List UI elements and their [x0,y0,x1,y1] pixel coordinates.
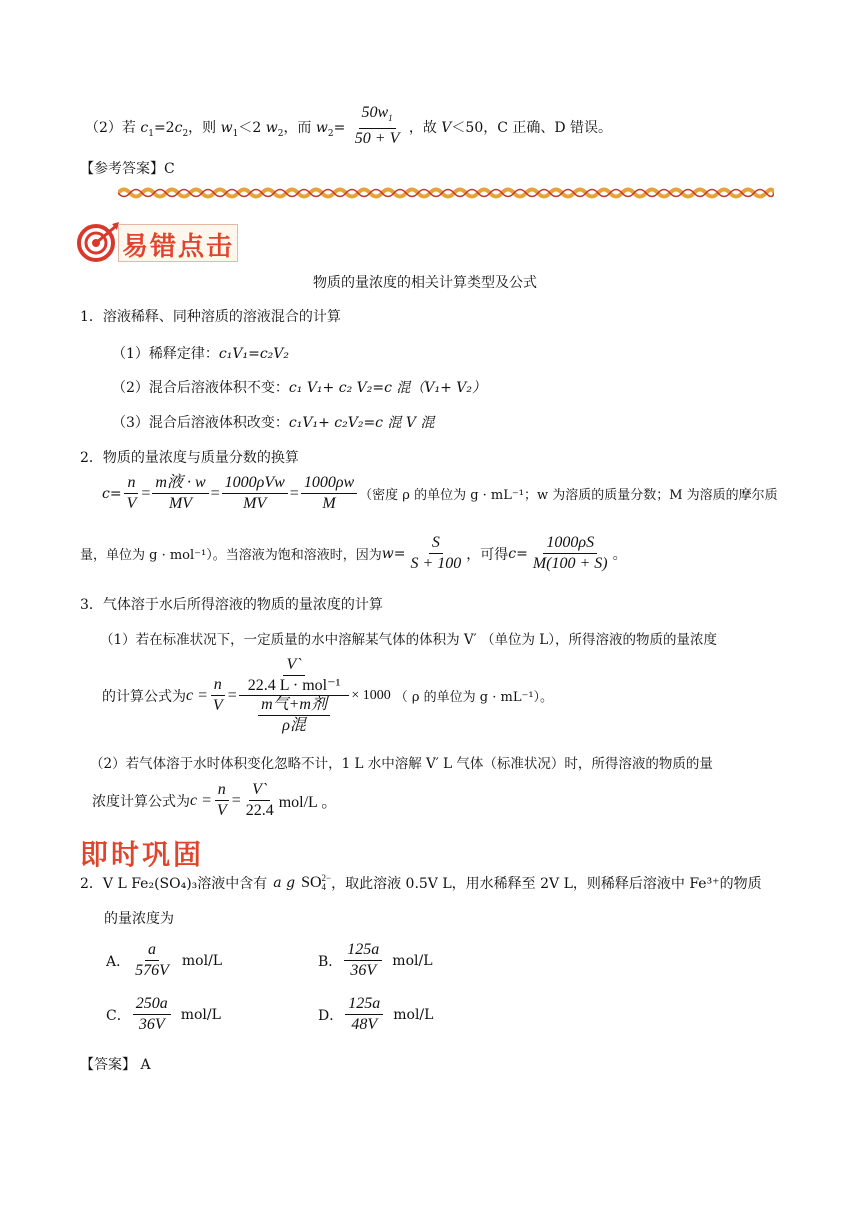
s1-item3-label: （3）混合后溶液体积改变： [112,415,289,431]
option-den: 36V [350,962,377,979]
s1-item2-formula: c₁ V₁+ c₂ V₂=c 混（V₁+ V₂） [288,380,487,396]
s3-c-eq: c = [186,686,208,704]
s3-g-unit: mol/L 。 [278,794,338,811]
s3-g-n: n [215,781,229,801]
option-den: 48V [351,1016,378,1033]
s3-g-d: V [216,802,227,819]
s3-g2-n: V` [249,781,270,801]
sub-3: 1 [232,128,239,139]
q2-text-b: ，取此溶液 0.5V L，用水稀释至 2V L，则稀释后溶液中 Fe³⁺的物质 [331,876,762,892]
frac-num-sub: 1 [388,113,393,124]
s2-f1n: n [124,474,138,494]
s2-line2a: 量，单位为 g · mol⁻¹）。当溶液为饱和溶液时，因为 [80,548,382,563]
q2-option-a[interactable] [106,941,222,980]
target-icon [76,222,120,262]
q2-so4-sup: 2− [321,873,332,884]
text-ze: ，则 [188,120,217,137]
option-num: 125a [344,941,382,961]
frac-den: 50 + V [354,130,400,148]
s3-inner-n: V` [283,656,304,676]
q2-so4-sub: 4 [321,882,327,893]
text-conclusion: ＜50，C 正确、D 错误。 [451,120,613,137]
s3-eq: = [227,686,237,704]
s2-frac-2 [152,474,208,513]
s2-f2d: MV [168,495,193,512]
option-num: 250a [133,995,171,1015]
option-frac [132,941,172,980]
s1-item1-formula: c₁V₁=c₂V₂ [218,346,290,362]
q2-so: SO [301,873,322,891]
option-frac [344,941,382,980]
text-gu: ，故 [408,120,437,137]
q2-number: 2． [80,876,103,892]
s2-heading: 2．物质的量浓度与质量分数的换算 [80,450,299,466]
s3-g2-d: 22.4 [245,802,274,819]
s3-p2: （2）若气体溶于水时体积变化忽略不计，1 L 水中溶解 V′ L 气体（标准状况）时，所得溶液的物质的量 [90,756,713,772]
wavy-divider [118,186,774,200]
eq-2: =2 [153,120,175,137]
fraction-w2 [352,104,403,148]
s1-heading: 1．溶液稀释、同种溶质的溶液混合的计算 [80,309,341,325]
q2-sulfate [301,874,331,892]
option-num: 125a [345,995,383,1015]
option-den: 576V [135,962,169,979]
s3-lower-n: m气+m剂 [258,696,330,716]
s3-p1: （1）若在标准状况下，一定质量的水中溶解某气体的体积为 V′ （单位为 L），所得溶液的物质的量浓度 [100,632,717,648]
s2-note: （密度 ρ 的单位为 g · mL⁻¹；w 为溶质的质量分数；M 为溶质的摩尔质 [359,488,778,503]
option-frac [345,995,383,1034]
option-num: a [145,941,159,961]
q2-option-c[interactable] [106,995,221,1034]
var-c2: c [174,120,183,137]
s3-heading: 3．气体溶于水后所得溶液的物质的量浓度的计算 [80,597,383,613]
s3-fd: V [212,697,223,714]
s2-f4n: 1000ρw [301,474,357,494]
option-unit: mol/L [392,952,433,969]
s2-f6n: 1000ρS [543,534,597,554]
q2-line1 [80,873,762,893]
s3-frac-g [214,781,230,820]
s2-line2 [80,534,627,573]
s2-formula-line: c= $\frac{n}{V}$ = $\frac{\text{m液 · w}}{MV}$ = $\frac{\text{1000ρVw}}{MV}$ = $\frac{1000\rho w}{M}$ （密度 ρ 的单位为 g · mL⁻¹；w 为溶质的质量分数；M 为溶质的摩尔质 [102,474,778,512]
s2-line2b: ，可得 [466,546,509,563]
option-unit: mol/L [181,952,223,969]
option-label: D． [318,1007,344,1024]
s2-f3d: MV [243,495,267,512]
option-label: C． [106,1007,131,1024]
var-c1: c [140,120,149,137]
s3-frac-g2 [243,781,277,820]
s2-f6d: M(100 + S) [532,555,608,572]
q2-mass: a g [273,875,296,891]
text-eq: = [333,120,346,137]
s3-fn: n [211,676,225,696]
s2-f2n: m液 · w [152,474,208,494]
s2-frac-6 [530,534,611,573]
var-V: V [441,120,452,137]
s2-frac-5 [407,534,464,573]
q2-option-d[interactable] [318,995,433,1034]
s3-inner-d: 22.4 L · mol⁻¹ [247,677,341,694]
s3-lower-frac [258,696,330,735]
banner-error-prone-title: 易错点击 [122,232,235,262]
s2-f5n: S [429,534,443,554]
s2-frac-4 [301,474,357,513]
s3-lower-d: ρ混 [282,717,306,734]
option-label: B． [318,953,343,970]
option-frac [133,995,171,1034]
s3-formula [102,656,553,735]
s2-f1d: V [126,495,137,512]
s3-frac-nv [210,676,226,715]
var-w1: w [220,120,233,137]
s2-f3n: 1000ρVw [222,474,288,494]
frac-num: 50w [361,104,389,121]
s3-formula2 [92,781,337,820]
s3-unit: （ ρ 的单位为 g · mL⁻¹）。 [394,690,554,705]
s3-big-frac [239,656,350,735]
solution-lead: （2）若 [85,120,136,137]
q2-text-a: V L Fe₂(SO₄)₃溶液中含有 [102,876,268,892]
s3-p1b: 的计算公式为 [102,688,186,705]
s3-c-eq2: c = [190,791,212,809]
q2-option-b[interactable] [318,941,433,980]
option-label: A． [106,953,131,970]
reference-answer: 【参考答案】C [80,161,175,177]
text-er: ，而 [283,120,312,137]
s3-p2b: 浓度计算公式为 [92,793,190,810]
s1-item2 [112,377,486,397]
s2-c-eq2: c= [508,545,528,562]
s2-f4d: M [322,495,336,512]
option-unit: mol/L [393,1006,434,1023]
s2-line2c: 。 [612,546,627,563]
sub-1: 1 [148,128,154,139]
s2-frac-1 [124,474,140,513]
q2-line2: 的量浓度为 [104,911,174,927]
banner-error-prone [76,222,238,262]
sub-4: 2 [277,128,284,139]
s2-c-eq: c= [102,485,122,502]
s1-item2-label: （2）混合后溶液体积不变： [112,380,289,396]
q2-answer: 【答案】 A [80,1057,151,1073]
sub-2: 2 [182,128,189,139]
option-den: 36V [138,1016,165,1033]
s3-eq2: = [231,791,241,809]
section-title: 物质的量浓度的相关计算类型及公式 [313,275,537,291]
s2-frac-3 [222,474,288,513]
s1-item1-label: （1）稀释定律： [112,346,219,362]
s3-times: × 1000 [351,687,391,703]
s3-inner-frac [245,656,344,695]
s1-item3-formula: c₁V₁+ c₂V₂=c 混 V 混 [288,415,435,431]
var-w2b: w [315,120,328,137]
s2-w-eq: w= [381,545,406,562]
s1-item1 [112,343,289,363]
option-unit: mol/L [180,1006,221,1023]
s2-f5d: S + 100 [410,555,462,572]
sub-5: 2 [327,128,334,139]
s1-item3 [112,412,435,432]
var-w2: w [265,120,278,137]
solution-line [85,106,612,150]
banner-practice-title: 即时巩固 [80,838,205,871]
text-lt: ＜2 [238,120,262,137]
